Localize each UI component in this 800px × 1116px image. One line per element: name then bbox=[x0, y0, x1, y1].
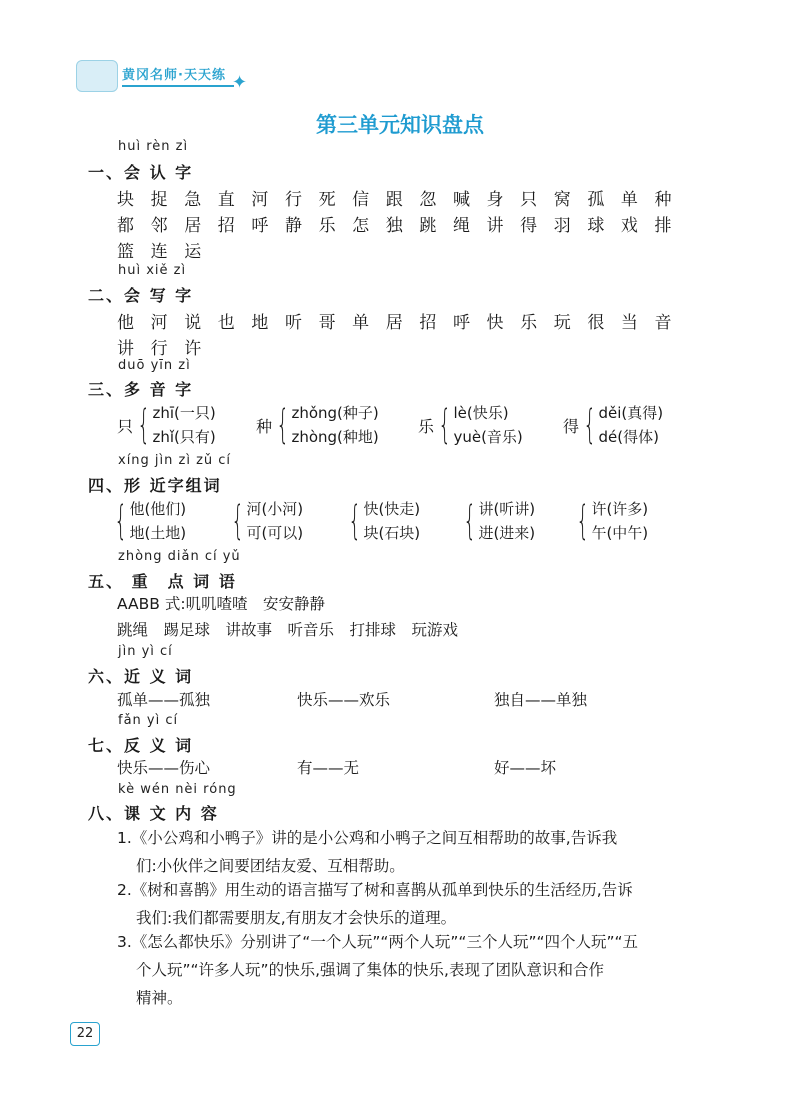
s7-heading: 七、反 义 词 bbox=[88, 736, 194, 755]
similar-char-group: { 许(许多) 午(中午) bbox=[576, 498, 649, 544]
s2-heading: 二、会 写 字 bbox=[88, 286, 194, 305]
brand-underline bbox=[122, 85, 234, 87]
page-number: 22 bbox=[70, 1022, 100, 1046]
s1-pinyin: huì rèn zì bbox=[118, 139, 189, 154]
s5-pinyin: zhòng diǎn cí yǔ bbox=[118, 549, 241, 564]
antonym-pair: 有——无 bbox=[297, 759, 360, 777]
s2-pinyin: huì xiě zì bbox=[118, 263, 187, 278]
s3-heading: 三、多 音 字 bbox=[88, 380, 194, 399]
polyphone-group: 乐 { lè(快乐) yuè(音乐) bbox=[418, 402, 523, 448]
polyphone-group: 得 { děi(真得) dé(得体) bbox=[563, 402, 664, 448]
brand-logo bbox=[76, 58, 246, 94]
polyphone-group: 只 { zhī(一只) zhǐ(只有) bbox=[117, 402, 216, 448]
s6-pinyin: jìn yì cí bbox=[118, 644, 173, 659]
key-words-line-2: 跳绳 踢足球 讲故事 听音乐 打排球 玩游戏 bbox=[117, 621, 459, 639]
s3-pinyin: duō yīn zì bbox=[118, 358, 191, 373]
lesson-summary-item: 3.《怎么都快乐》分别讲了“一个人玩”“两个人玩”“三个人玩”“四个人玩”“五 个人玩”“许多人玩”的快乐,强调了集体的快乐,表现了团队意识和合作 精神。 bbox=[117, 933, 639, 1007]
s1-heading: 一、会 认 字 bbox=[88, 163, 194, 182]
synonym-pair: 孤单——孤独 bbox=[117, 691, 211, 709]
s2-row-1: 他 河 说 也 地 听 哥 单 居 招 呼 快 乐 玩 很 当 音 bbox=[117, 313, 672, 333]
antonym-pair: 快乐——伤心 bbox=[117, 759, 211, 777]
s8-heading: 八、课 文 内 容 bbox=[88, 804, 219, 823]
similar-char-group: { 讲(听讲) 进(进来) bbox=[463, 498, 536, 544]
s4-heading: 四、形 近字组词 bbox=[88, 476, 222, 495]
s2-row-2: 讲 行 许 bbox=[117, 339, 202, 359]
s5-heading: 五、 重 点 词 语 bbox=[88, 572, 237, 591]
s7-pinyin: fǎn yì cí bbox=[118, 713, 179, 728]
key-words-line-1: AABB 式:叽叽喳喳 安安静静 bbox=[117, 595, 326, 613]
synonym-pair: 独自——单独 bbox=[494, 691, 588, 709]
antonym-pair: 好——坏 bbox=[494, 759, 557, 777]
s1-row-1: 块 捉 急 直 河 行 死 信 跟 忽 喊 身 只 窝 孤 单 种 bbox=[117, 190, 672, 210]
s1-row-3: 篮 连 运 bbox=[117, 242, 202, 262]
page-title: 第三单元知识盘点 bbox=[316, 113, 484, 137]
star-icon: ✦ bbox=[232, 72, 248, 93]
similar-char-group: { 快(快走) 块(石块) bbox=[348, 498, 421, 544]
lesson-summary-item: 2.《树和喜鹊》用生动的语言描写了树和喜鹊从孤单到快乐的生活经历,告诉 我们:我们都需要朋友,有朋友才会快乐的道理。 bbox=[117, 881, 633, 927]
brand-text: 黄冈名师·天天练 bbox=[122, 68, 226, 83]
bear-icon bbox=[76, 60, 118, 92]
similar-char-group: { 河(小河) 可(可以) bbox=[231, 498, 304, 544]
s4-pinyin: xíng jìn zì zǔ cí bbox=[118, 453, 232, 468]
s1-row-2: 都 邻 居 招 呼 静 乐 怎 独 跳 绳 讲 得 羽 球 戏 排 bbox=[117, 216, 672, 236]
synonym-pair: 快乐——欢乐 bbox=[297, 691, 391, 709]
s6-heading: 六、近 义 词 bbox=[88, 667, 194, 686]
polyphone-group: 种 { zhǒng(种子) zhòng(种地) bbox=[256, 402, 379, 448]
similar-char-group: { 他(他们) 地(土地) bbox=[114, 498, 187, 544]
lesson-summary-item: 1.《小公鸡和小鸭子》讲的是小公鸡和小鸭子之间互相帮助的故事,告诉我 们:小伙伴之间要团结友爱、互相帮助。 bbox=[117, 829, 618, 875]
s8-pinyin: kè wén nèi róng bbox=[118, 782, 237, 797]
